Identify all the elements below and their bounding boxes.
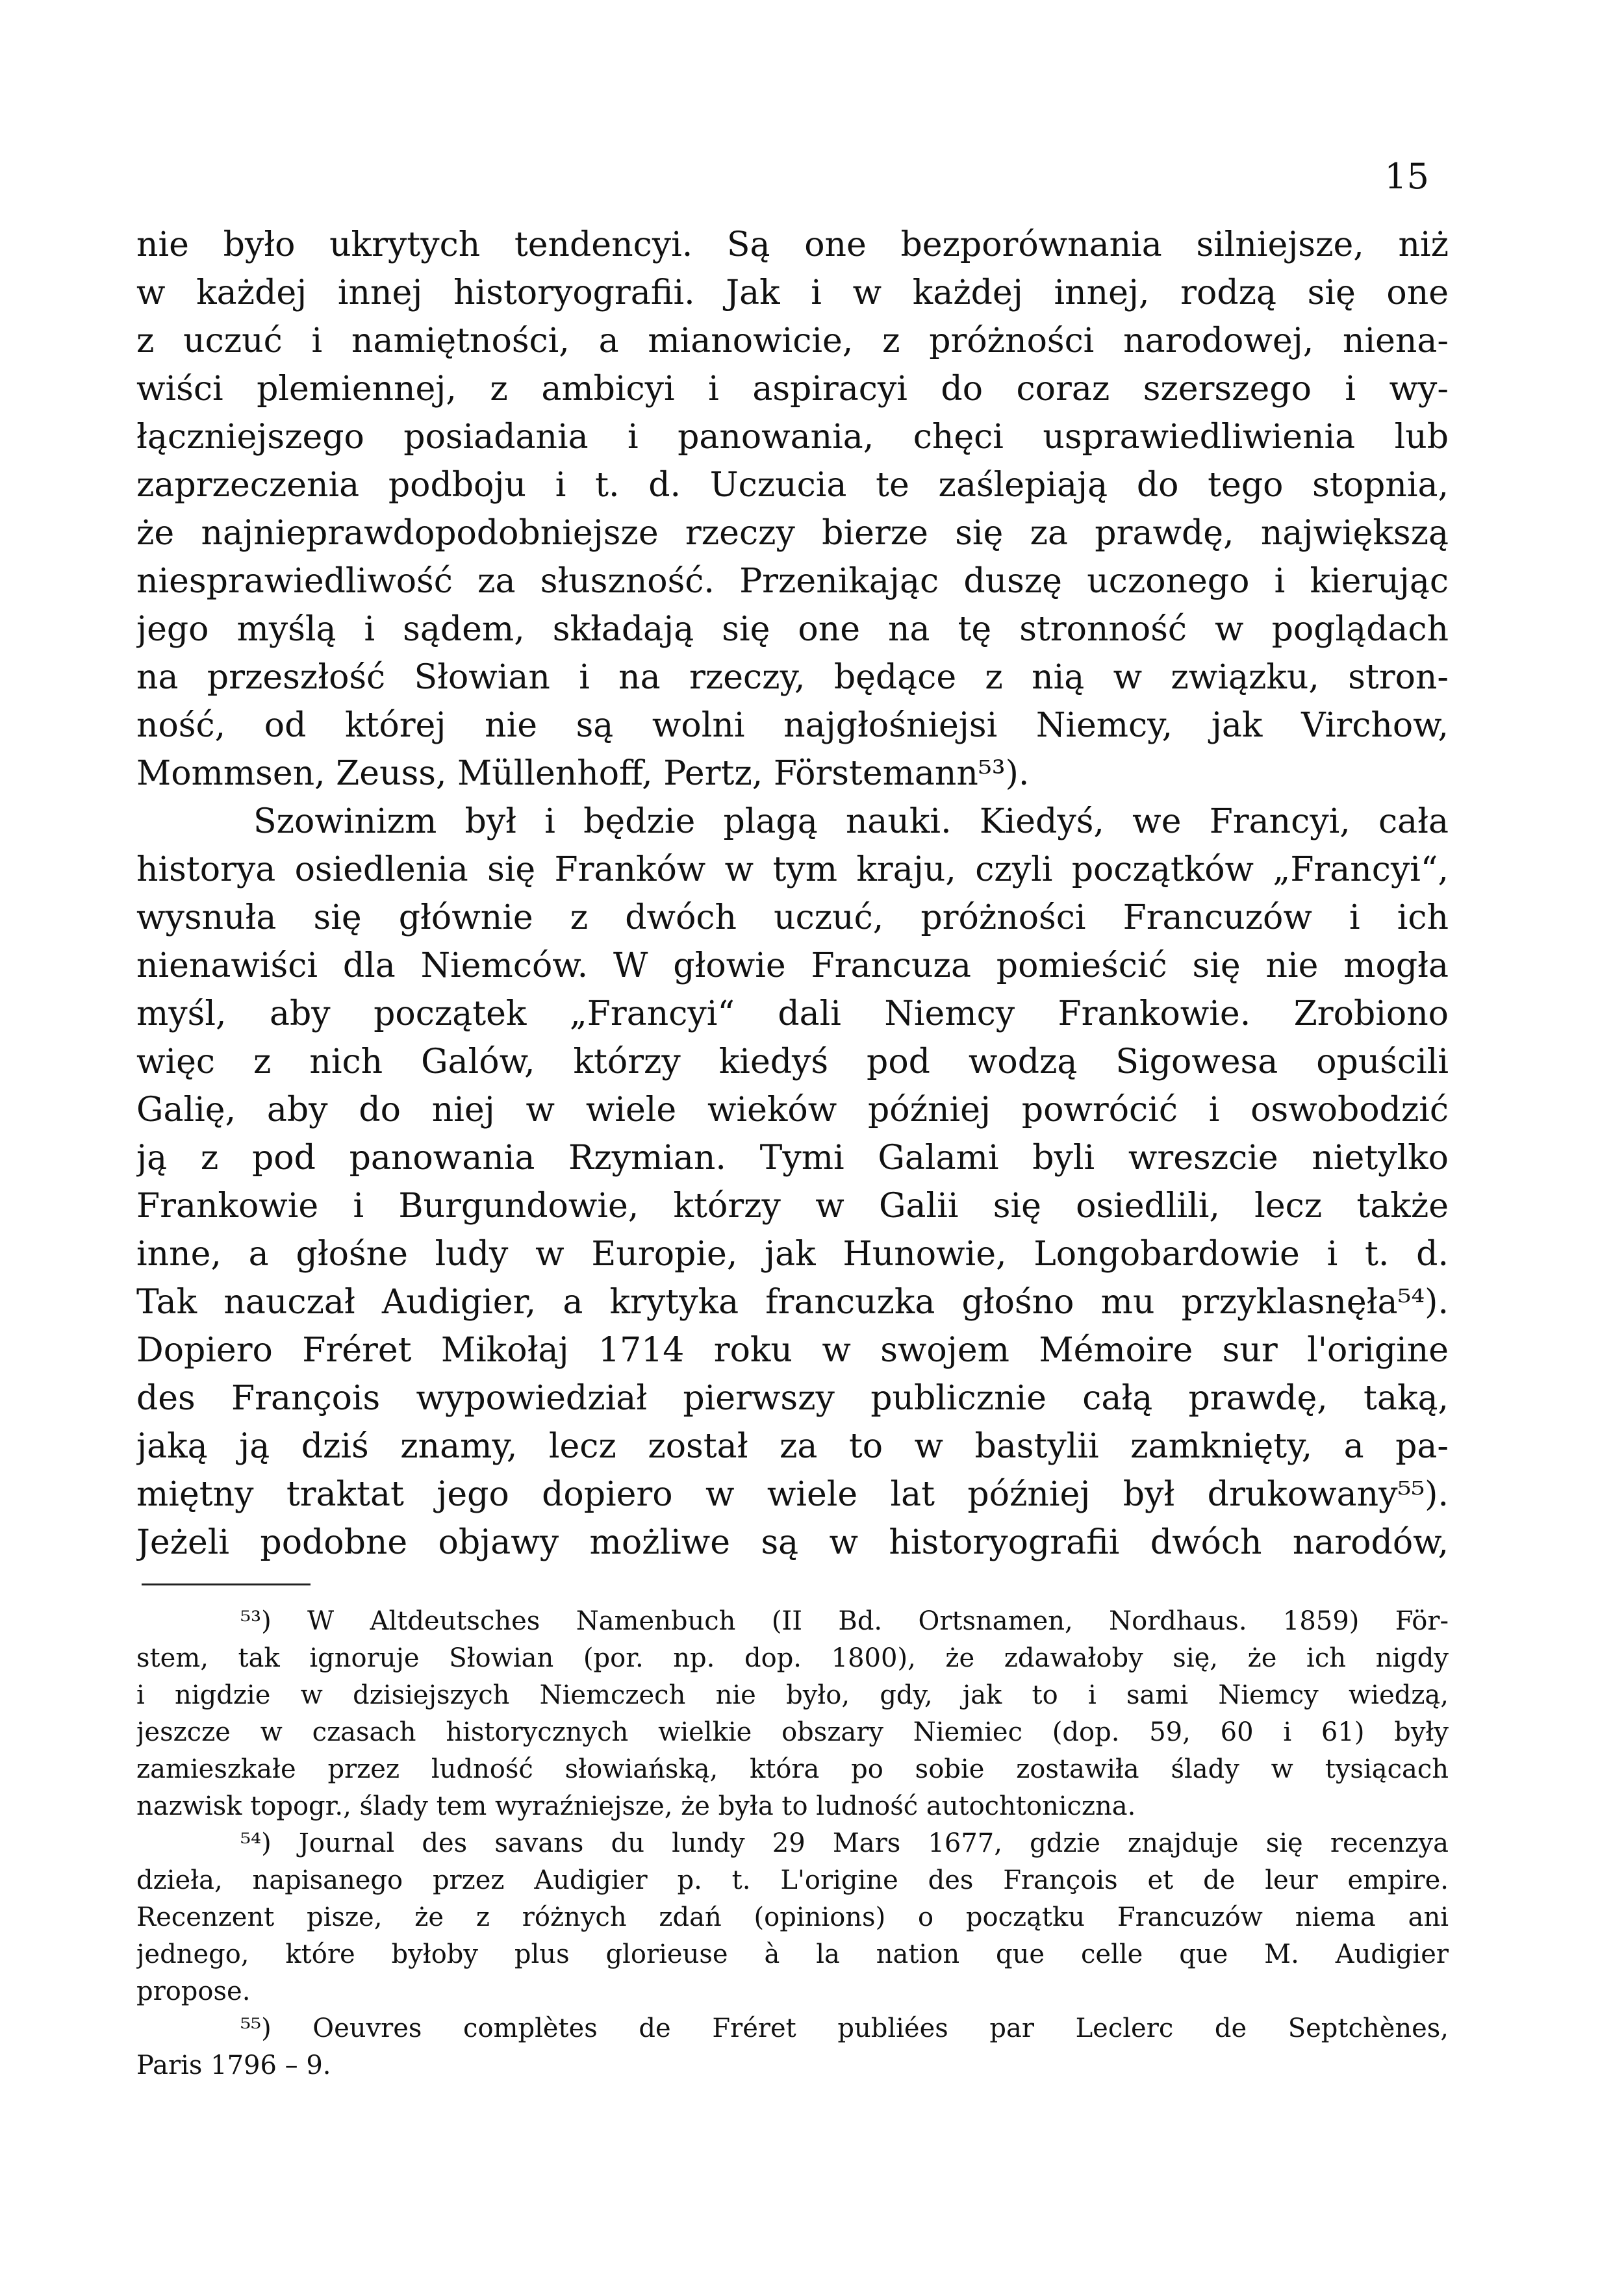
text-line: ją z pod panowania Rzymian. Tymi Galami byli wreszcie nietylko	[136, 1139, 1449, 1178]
text-line: ność, od której nie są wolni najgłośniejsi Niemcy, jak Virchow,	[136, 706, 1449, 745]
text-line: Tak nauczał Audigier, a krytyka francuzka głośno mu przyklasnęła⁵⁴).	[136, 1283, 1449, 1322]
footnote-line: Paris 1796 – 9.	[136, 2050, 331, 2080]
page-number: 15	[1384, 156, 1429, 197]
text-line: miętny traktat jego dopiero w wiele lat później był drukowany⁵⁵).	[136, 1475, 1449, 1514]
footnote-line: zamieszkałe przez ludność słowiańską, która po sobie zostawiła ślady w tysiącach	[136, 1754, 1449, 1784]
text-line: z uczuć i namiętności, a mianowicie, z próżności narodowej, niena-	[136, 322, 1449, 360]
text-line: Mommsen, Zeuss, Müllenhoff, Pertz, Förstemann⁵³).	[136, 754, 1030, 793]
text-line: inne, a głośne ludy w Europie, jak Hunowie, Longobardowie i t. d.	[136, 1235, 1449, 1274]
text-line: myśl, aby początek „Francyi“ dali Niemcy Frankowie. Zrobiono	[136, 994, 1449, 1033]
footnote-line: Recenzent pisze, że z różnych zdań (opinions) o początku Francuzów niema ani	[136, 1902, 1449, 1932]
footnote-line: i nigdzie w dzisiejszych Niemczech nie było, gdy, jak to i sami Niemcy wiedzą,	[136, 1680, 1449, 1710]
footnote-line: ⁵⁵) Oeuvres complètes de Fréret publiées par Leclerc de Septchènes,	[240, 2013, 1449, 2043]
text-line: Szowinizm był i będzie plagą nauki. Kiedyś, we Francyi, cała	[253, 802, 1449, 841]
text-line: jaką ją dziś znamy, lecz został za to w bastylii zamknięty, a pa-	[136, 1427, 1449, 1466]
footnote-line: nazwisk topogr., ślady tem wyraźniejsze, że była to ludność autochtoniczna.	[136, 1791, 1136, 1821]
text-line: wysnuła się głównie z dwóch uczuć, próżności Francuzów i ich	[136, 898, 1449, 937]
text-line: wiści plemiennej, z ambicyi i aspiracyi do coraz szerszego i wy-	[136, 370, 1449, 409]
text-line: w każdej innej historyografii. Jak i w każdej innej, rodzą się one	[136, 273, 1449, 312]
text-line: nie było ukrytych tendencyi. Są one bezporównania silniejsze, niż	[136, 225, 1449, 264]
footnote-line: stem, tak ignoruje Słowian (por. np. dop. 1800), że zdawałoby się, że ich nigdy	[136, 1643, 1449, 1673]
text-line: Jeżeli podobne objawy możliwe są w historyografii dwóch narodów,	[136, 1523, 1449, 1562]
text-line: na przeszłość Słowian i na rzeczy, będące z nią w związku, stron-	[136, 658, 1449, 697]
text-line: historya osiedlenia się Franków w tym kraju, czyli początków „Francyi“,	[136, 850, 1449, 889]
footnote-divider	[142, 1583, 311, 1585]
text-line: więc z nich Galów, którzy kiedyś pod wodzą Sigowesa opuścili	[136, 1042, 1449, 1081]
text-line: nienawiści dla Niemców. W głowie Francuza pomieścić się nie mogła	[136, 946, 1449, 985]
text-line: des François wypowiedział pierwszy publicznie całą prawdę, taką,	[136, 1379, 1449, 1418]
text-line: jego myślą i sądem, składają się one na tę stronność w poglądach	[136, 610, 1449, 649]
text-line: łączniejszego posiadania i panowania, chęci usprawiedliwienia lub	[136, 418, 1449, 457]
footnote-line: jeszcze w czasach historycznych wielkie obszary Niemiec (dop. 59, 60 i 61) były	[136, 1717, 1449, 1747]
footnote-line: dzieła, napisanego przez Audigier p. t. L'origine des François et de leur empire.	[136, 1865, 1449, 1895]
footnote-line: jednego, które byłoby plus glorieuse à la nation que celle que M. Audigier	[136, 1939, 1449, 1969]
text-line: Frankowie i Burgundowie, którzy w Galii się osiedlili, lecz także	[136, 1187, 1449, 1226]
text-line: niesprawiedliwość za słuszność. Przenikając duszę uczonego i kierując	[136, 562, 1449, 601]
text-line: zaprzeczenia podboju i t. d. Uczucia te zaślepiają do tego stopnia,	[136, 466, 1449, 505]
footnote-line: propose.	[136, 1976, 251, 2006]
footnote-line: ⁵⁴) Journal des savans du lundy 29 Mars 1677, gdzie znajduje się recenzya	[240, 1828, 1449, 1858]
footnotes	[136, 1603, 1449, 2084]
text-line: Galię, aby do niej w wiele wieków później powrócić i oswobodzić	[136, 1091, 1449, 1129]
text-line: że najnieprawdopodobniejsze rzeczy bierze się za prawdę, największą	[136, 514, 1449, 553]
text-line: Dopiero Fréret Mikołaj 1714 roku w swojem Mémoire sur l'origine	[136, 1331, 1449, 1370]
footnote-line: ⁵³) W Altdeutsches Namenbuch (II Bd. Ortsnamen, Nordhaus. 1859) För-	[240, 1606, 1449, 1636]
main-text	[136, 221, 1449, 1567]
